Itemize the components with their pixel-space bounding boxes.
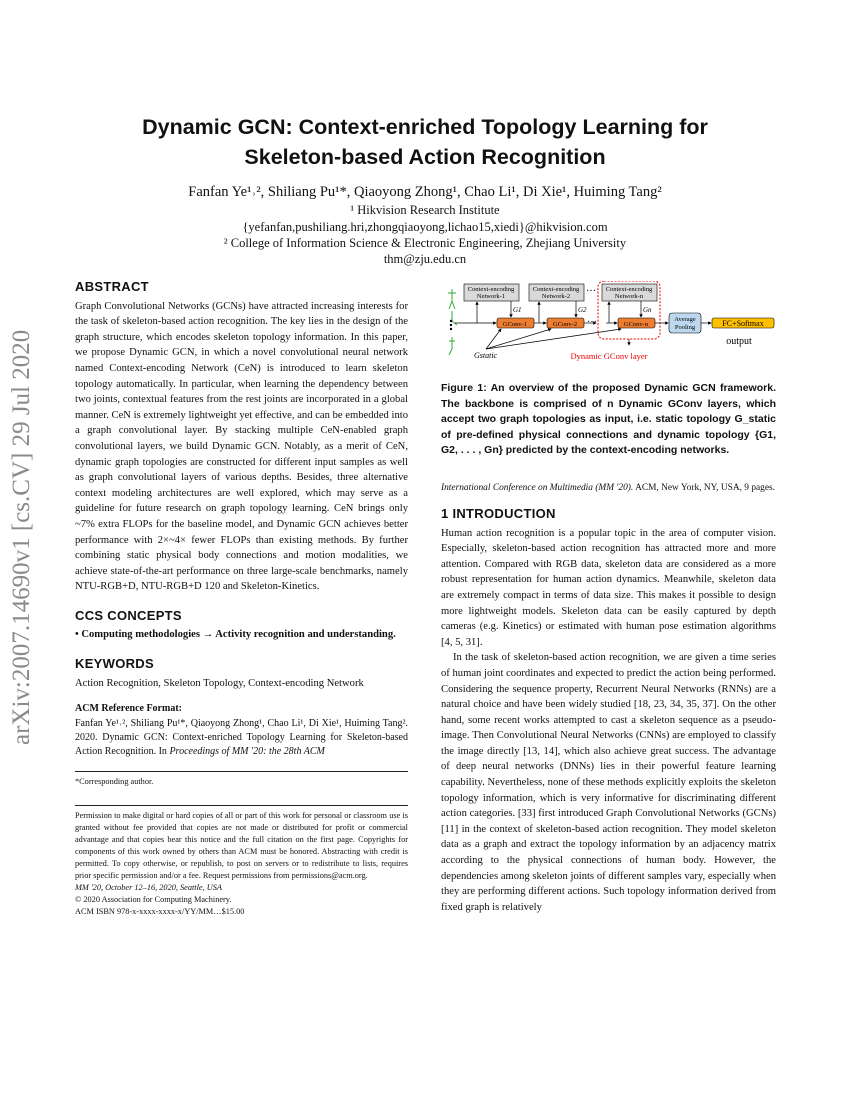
figure-caption: Figure 1: An overview of the proposed Dynamic GCN framework. The backbone is comprised of n Dynamic GConv layers, which accept two graph topologies as input, i.e. static topology G_static of pre-defined physical connections and dynamic topology {G1, G2, . . . , Gn} predicted by the context-encoding networks. [441,382,776,457]
output-label: output [726,336,752,347]
intro-paragraph-1: Human action recognition is a popular topic in the area of computer vision. Especially, skeleton-based action recognition has attracted more and more attention. Compared with RGB data, skeleton data are considered as a more robust representation for human action dynamics. Meanwhile, skeleton data are extremely compact in terms of data size. This makes it possible to design more lightweight models. Skeleton data can be easily captured by depth cameras (e.g. Kinetics) or estimated with human pose estimation algorithms [4, 5, 31]. [441,527,776,648]
affiliation-2: ² College of Information Science & Electronic Engineering, Zhejiang University [223,236,627,250]
gn-label: Gn [643,306,652,314]
ellipsis: ··· [586,286,596,297]
gconv-label: GConv-1 [502,321,528,328]
footnote-rule [75,771,408,772]
g2-label: G2 [578,306,587,314]
conference-line: MM '20, October 12–16, 2020, Seattle, USA [75,882,222,892]
conference-italic: International Conference on Multimedia (MM '20). [441,482,634,493]
permission-rule [75,805,408,806]
cen-label: Network-1 [476,293,506,300]
title-line: Skeleton-based Action Recognition [244,145,606,169]
authors: Fanfan Ye¹˒², Shiliang Pu¹*, Qiaoyong Zhong¹, Chao Li¹, Di Xie¹, Huiming Tang² [188,184,662,200]
affiliation-1: ¹ Hikvision Research Institute [350,203,500,217]
keywords-text: Action Recognition, Skeleton Topology, Context-encoding Network [75,677,364,689]
reference-italic: Proceedings of MM '20: the 28th ACM [169,745,325,757]
copyright-line: © 2020 Association for Computing Machinery. [75,894,232,904]
g1-label: G1 [513,306,522,314]
ccs-text: • Computing methodologies → Activity recognition and understanding. [75,629,396,641]
fc-label: FC+Softmax [722,319,764,328]
conference-rest: ACM, New York, NY, USA, 9 pages. [633,482,776,493]
footnote: *Corresponding author. [75,776,154,786]
figure-1-diagram [441,281,781,369]
permission-text: Permission to make digital or hard copies of all or part of this work for personal or classroom use is granted without fee provided that copies are not made or distributed for profit or commercial advantage and that copies bear this notice and the full citation on the first page. Copyrights for components of this work owned by others than ACM must be honored. Abstracting with credit is permitted. To copy otherwise, or republish, to post on servers or to redistribute to lists, requires prior specific permission and/or a fee. Request permissions from permissions@acm.org. [75,810,408,880]
abstract-heading: ABSTRACT [75,279,149,294]
cen-label: Network-2 [541,293,571,300]
email-2: thm@zju.edu.cn [383,252,467,266]
cen-label: Context-encoding [467,286,515,293]
pool-label: Average [674,316,696,323]
paper-title [60,112,790,172]
reference-text: Fanfan Ye¹˒², Shiliang Pu¹*, Qiaoyong Zhong¹, Chao Li¹, Di Xie¹, Huiming Tang². 2020. Dynamic GCN: Context-enriched Topology Learning for Skeleton-based Action Recognition. In [75,717,408,757]
cen-label: Network-n [614,293,644,300]
pool-label: Pooling [674,324,696,331]
isbn-line: ACM ISBN 978-x-xxxx-xxxx-x/YY/MM…$15.00 [75,906,245,916]
abstract-text: Graph Convolutional Networks (GCNs) have attracted increasing interests for the task of skeleton-based action recognition. The key lies in the design of the graph structure, which encodes skeleton topology information. In this paper, we propose Dynamic GCN, in which a novel convolutional neural network named Context-encoding Network (CeN) is introduced to learn skeleton topology automatically. In particular, when learning the dependency between two joints, contextual features from the rest joints are incorporated in a global manner. CeN is extremely lightweight yet effective, and can be embedded into a graph convolutional layer. By stacking multiple CeN-enabled graph convolutional layers, we build Dynamic GCN. Notably, as a merit of CeN, dynamic graph topologies are constructed for different input samples as well as graph convolutional layers of various depths. Besides, three alternative context modeling architectures are well explored, which may serve as a guideline for future research on graph topology learning. CeN brings only ~7% extra FLOPs for the baseline model, and Dynamic GCN achieves better performance with 2×~4× fewer FLOPs than existing methods. By further combining static physical body connections and motion modalities, we achieve state-of-the-art performance on three large-scale benchmarks, namely NTU-RGB+D, NTU-RGB+D 120 and Skeleton-Kinetics. [75,300,408,593]
left-column [75,279,408,918]
dynamic-layer-label: Dynamic GConv layer [570,351,648,361]
g-static-label: Gstatic [474,351,498,360]
keywords-heading: KEYWORDS [75,656,154,672]
arxiv-stamp: arXiv:2007.14690v1 [cs.CV] 29 Jul 2020 [8,329,35,745]
gconv-label: GConv-n [623,321,649,328]
gconv-label: GConv-2 [552,321,578,328]
email-1: {yefanfan,pushiliang.hri,zhongqiaoyong,lichao15,xiedi}@hikvision.com [242,220,608,234]
reference-heading: ACM Reference Format: [75,703,182,715]
right-column [441,281,776,915]
introduction-heading: 1 INTRODUCTION [441,505,556,521]
cen-label: Context-encoding [605,286,653,293]
ellipsis: ··· [587,317,597,328]
title-line: Dynamic GCN: Context-enriched Topology Learning for [142,115,708,139]
intro-paragraph-2: In the task of skeleton-based action recognition, we are given a time series of human joint coordinates and expected to predict the action being performed. Considering the sequence property, Recurrent Neural Networks (RNNs) are a natural choice and have been widely studied [18, 23, 34, 35, 37]. On the other hand, some recent works attempted to cast a skeleton sequence as a pseudo-image. Then Convolutional Neural Networks (CNNs) are employed to classify the image directly [13, 14], which also achieve great success. The advantage of deep neural networks (DNNs) lies in their powerful feature learning capability. Nevertheless, none of these methods explicitly exploits the skeleton topology information, which is very informative for discriminating different action categories. [33] first introduced Graph Convolutional Networks (GCNs) [11] in the context of skeleton-based action recognition. They model skeleton data as a graph and extract the topology information by an adjacency matrix according to the physical connections of human body. However, the dependencies among skeleton joints of different samples vary, especially when they are performing different actions. Such topology information derived from fixed graph is relatively [441,652,776,913]
ccs-heading: CCS CONCEPTS [75,607,182,623]
skeleton-icons [448,289,457,355]
cen-label: Context-encoding [532,286,580,293]
